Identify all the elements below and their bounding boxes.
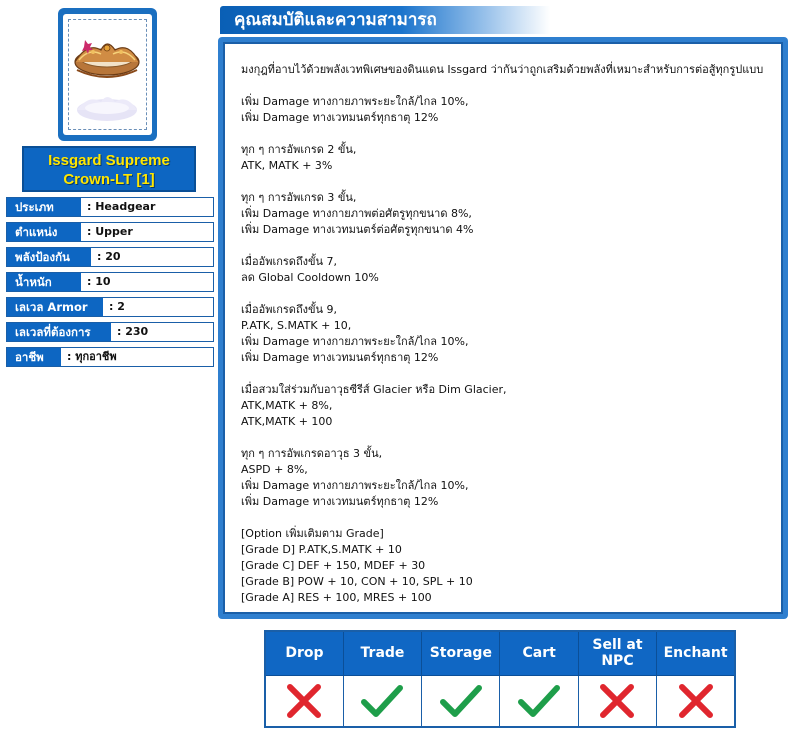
stat-value: : 20 bbox=[97, 250, 121, 263]
description-line: เพิ่ม Damage ทางกายภาพระยะใกล้/ไกล 10%, bbox=[241, 95, 469, 108]
description-line bbox=[241, 510, 781, 526]
crown-item-icon bbox=[63, 14, 152, 135]
stat-label: เลเวล Armor bbox=[7, 298, 103, 316]
stat-row-slot bbox=[6, 222, 214, 242]
stat-value: : 10 bbox=[87, 275, 111, 288]
cross-icon bbox=[284, 681, 324, 721]
panel-title: คุณสมบัติและความสามารถ bbox=[220, 6, 550, 34]
trade-value-sell-at-npc bbox=[578, 675, 656, 727]
description-line: เมื่ออัพเกรดถึงขั้น 9, bbox=[241, 303, 338, 316]
trade-value-row bbox=[265, 675, 735, 727]
trade-restriction-table bbox=[264, 630, 736, 728]
stat-value: : Headgear bbox=[87, 200, 156, 213]
description-line: ทุก ๆ การอัพเกรด 2 ขั้น, bbox=[241, 143, 357, 156]
description-line bbox=[241, 286, 781, 302]
description-line bbox=[241, 126, 781, 142]
stat-label: เลเวลที่ต้องการ bbox=[7, 323, 111, 341]
description-line: ATK,MATK + 100 bbox=[241, 415, 333, 428]
description-line: ทุก ๆ การอัพเกรด 3 ขั้น, bbox=[241, 191, 357, 204]
description-line: เพิ่ม Damage ทางกายภาพระยะใกล้/ไกล 10%, bbox=[241, 335, 469, 348]
description-line: เพิ่ม Damage ทางกายภาพต่อศัตรูทุกขนาด 8%, bbox=[241, 207, 472, 220]
stat-label: ตำแหน่ง bbox=[7, 223, 81, 241]
description-line: เพิ่ม Damage ทางเวทมนตร์ทุกธาตุ 12% bbox=[241, 111, 439, 124]
trade-header-row bbox=[265, 631, 735, 675]
stat-label: น้ำหนัก bbox=[7, 273, 81, 291]
check-icon bbox=[516, 681, 562, 721]
trade-value-drop bbox=[265, 675, 343, 727]
trade-header-enchant: Enchant bbox=[657, 631, 735, 675]
cross-icon bbox=[676, 681, 716, 721]
stat-value: : Upper bbox=[87, 225, 133, 238]
stat-value: : 2 bbox=[109, 300, 125, 313]
trade-value-trade bbox=[343, 675, 421, 727]
trade-header-cart: Cart bbox=[500, 631, 578, 675]
item-name-line2: Crown-LT [1] bbox=[63, 171, 155, 188]
item-name-line1: Issgard Supreme bbox=[48, 152, 170, 169]
description-panel bbox=[218, 37, 788, 619]
check-icon bbox=[438, 681, 484, 721]
description-line: [Grade C] DEF + 150, MDEF + 30 bbox=[241, 559, 426, 572]
description-line: P.ATK, S.MATK + 10, bbox=[241, 319, 352, 332]
description-line: เพิ่ม Damage ทางเวทมนตร์ทุกธาตุ 12% bbox=[241, 351, 439, 364]
description-line bbox=[241, 174, 781, 190]
stat-value: : ทุกอาชีพ bbox=[67, 350, 117, 363]
cross-icon bbox=[597, 681, 637, 721]
stat-label: อาชีพ bbox=[7, 348, 61, 366]
description-line: เมื่อสวมใส่ร่วมกับอาวุธซีรีส์ Glacier หรือ Dim Glacier, bbox=[241, 383, 507, 396]
description-line: [Grade B] POW + 10, CON + 10, SPL + 10 bbox=[241, 575, 473, 588]
description-line: [Grade A] RES + 100, MRES + 100 bbox=[241, 591, 432, 604]
trade-header-sell-at-npc: Sell at NPC bbox=[578, 631, 656, 675]
description-text-box bbox=[223, 42, 783, 614]
trade-header-drop: Drop bbox=[265, 631, 343, 675]
description-line: [Grade D] P.ATK,S.MATK + 10 bbox=[241, 543, 402, 556]
description-line bbox=[241, 238, 781, 254]
stat-value: : 230 bbox=[117, 325, 149, 338]
description-line bbox=[241, 366, 781, 382]
stat-row-job bbox=[6, 347, 214, 367]
trade-value-storage bbox=[422, 675, 500, 727]
stat-row-weight bbox=[6, 272, 214, 292]
description-line: มงกุฎที่อาบไว้ด้วยพลังเวทพิเศษของดินแดน Issgard ว่ากันว่าถูกเสริมด้วยพลังที่เหมาะสำหรับการต่อสู้ทุกรูปแบบ bbox=[241, 63, 764, 76]
description-line bbox=[241, 430, 781, 446]
description-line: ลด Global Cooldown 10% bbox=[241, 271, 379, 284]
description-line: ATK, MATK + 3% bbox=[241, 159, 333, 172]
description-line: เพิ่ม Damage ทางกายภาพระยะใกล้/ไกล 10%, bbox=[241, 479, 469, 492]
trade-header-storage: Storage bbox=[422, 631, 500, 675]
description-line bbox=[241, 78, 781, 94]
stat-row-type bbox=[6, 197, 214, 217]
description-line: เมื่ออัพเกรดถึงขั้น 7, bbox=[241, 255, 338, 268]
stat-row-required-level bbox=[6, 322, 214, 342]
trade-value-enchant bbox=[657, 675, 735, 727]
check-icon bbox=[359, 681, 405, 721]
stat-label: พลังป้องกัน bbox=[7, 248, 91, 266]
stat-row-defense bbox=[6, 247, 214, 267]
trade-header-trade: Trade bbox=[343, 631, 421, 675]
description-line: ทุก ๆ การอัพเกรดอาวุธ 3 ขั้น, bbox=[241, 447, 383, 460]
item-image-card bbox=[58, 8, 157, 141]
description-line: เพิ่ม Damage ทางเวทมนตร์ทุกธาตุ 12% bbox=[241, 495, 439, 508]
stat-row-armor-level bbox=[6, 297, 214, 317]
description-line: [Option เพิ่มเติมตาม Grade] bbox=[241, 527, 384, 540]
description-line: ASPD + 8%, bbox=[241, 463, 308, 476]
description-line: เพิ่ม Damage ทางเวทมนตร์ต่อศัตรูทุกขนาด 4% bbox=[241, 223, 474, 236]
description-line: ATK,MATK + 8%, bbox=[241, 399, 333, 412]
item-name-plate bbox=[22, 146, 196, 192]
stat-label: ประเภท bbox=[7, 198, 81, 216]
trade-value-cart bbox=[500, 675, 578, 727]
